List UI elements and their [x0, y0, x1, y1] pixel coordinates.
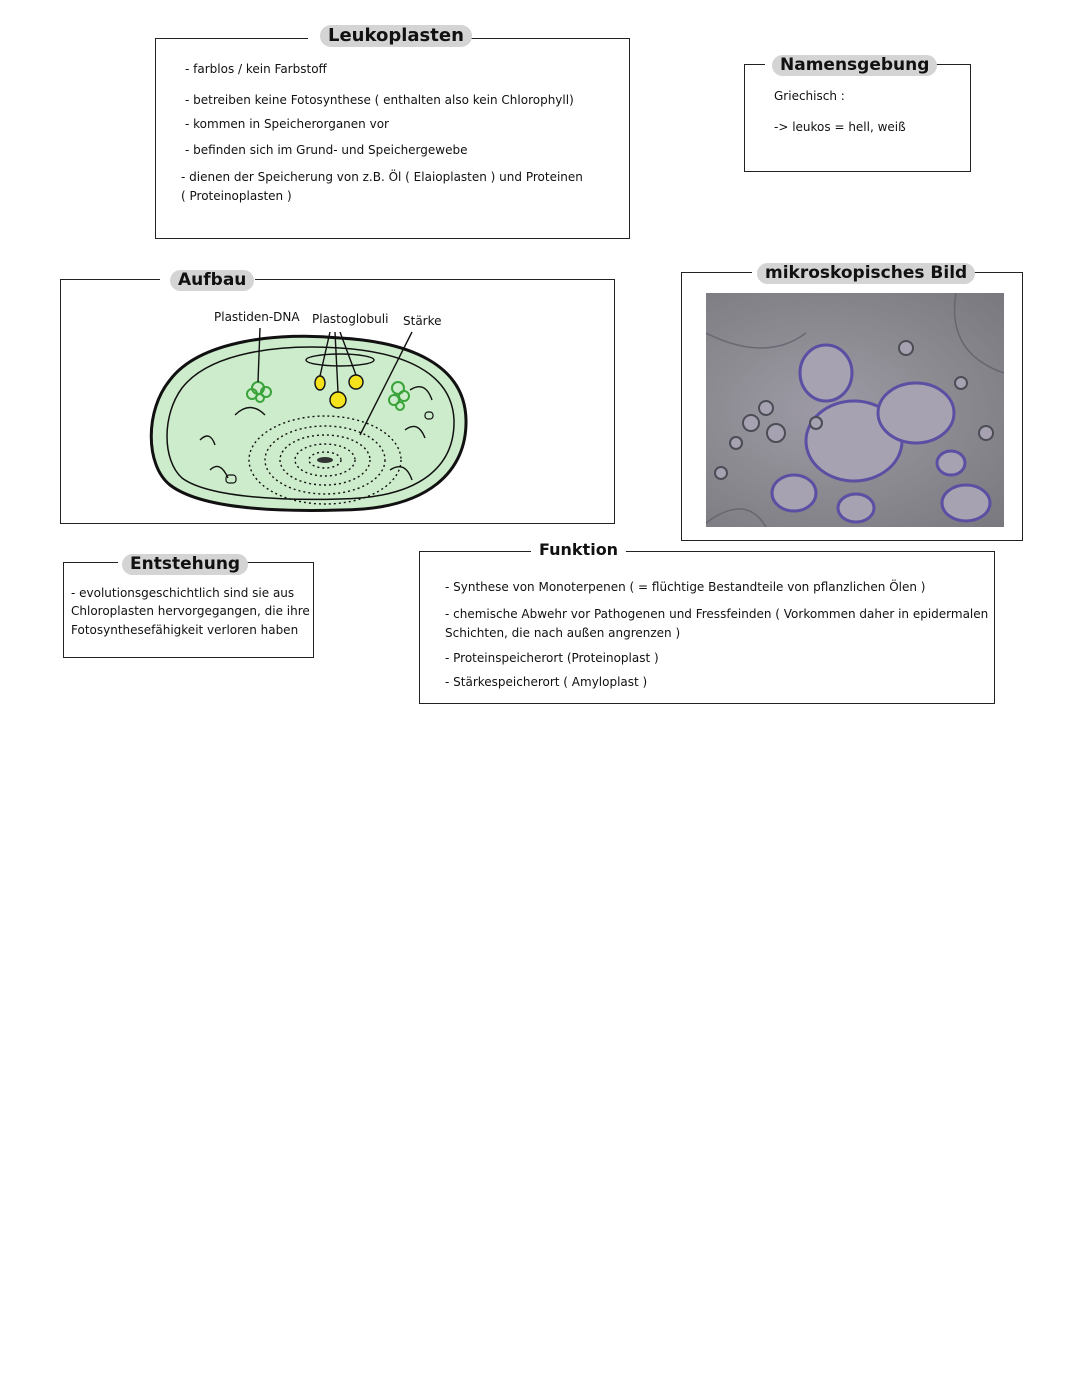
leukoplast-diagram — [140, 320, 480, 520]
funktion-line-5: - Stärkespeicherort ( Amyloplast ) — [445, 675, 648, 689]
funktion-title: Funktion — [531, 540, 626, 560]
plastoglobulus-2 — [330, 392, 346, 408]
plastoglobulus-1 — [315, 376, 325, 390]
leukoplasten-title: Leukoplasten — [320, 25, 472, 47]
plastoglobulus-3 — [349, 375, 363, 389]
leukoplasten-item-4: - befinden sich im Grund- und Speichergewebe — [185, 143, 468, 157]
mikroskop-title: mikroskopisches Bild — [757, 263, 975, 284]
funktion-line-3: Schichten, die nach außen angrenzen ) — [445, 626, 681, 640]
label-starke: Stärke — [403, 314, 442, 328]
entstehung-line-3: Fotosynthesefähigkeit verloren haben — [71, 623, 299, 637]
label-plastoglobuli: Plastoglobuli — [312, 312, 389, 326]
entstehung-title: Entstehung — [122, 554, 248, 575]
funktion-line-1: - Synthese von Monoterpenen ( = flüchtige Bestandteile von pflanzlichen Ölen ) — [445, 580, 926, 594]
leukoplasten-item-2: - betreiben keine Fotosynthese ( enthalten also kein Chlorophyll) — [185, 93, 574, 107]
label-plastiden-dna: Plastiden-DNA — [214, 310, 300, 324]
entstehung-line-1: - evolutionsgeschichtlich sind sie aus — [71, 586, 295, 600]
namensgebung-title: Namensgebung — [772, 55, 937, 76]
leukoplasten-item-1: - farblos / kein Farbstoff — [185, 62, 327, 76]
namensgebung-line-1: Griechisch : — [774, 89, 845, 103]
leukoplasten-item-6: ( Proteinoplasten ) — [181, 189, 292, 203]
entstehung-line-2: Chloroplasten hervorgegangen, die ihre — [71, 604, 310, 618]
funktion-line-2: - chemische Abwehr vor Pathogenen und Fressfeinden ( Vorkommen daher in epidermalen — [445, 607, 989, 621]
namensgebung-line-2: -> leukos = hell, weiß — [774, 120, 906, 134]
funktion-line-4: - Proteinspeicherort (Proteinoplast ) — [445, 651, 659, 665]
leukoplasten-item-3: - kommen in Speicherorganen vor — [185, 117, 389, 131]
micrograph-image — [706, 293, 1004, 527]
aufbau-title: Aufbau — [170, 270, 254, 291]
leukoplasten-item-5: - dienen der Speicherung von z.B. Öl ( Elaioplasten ) und Proteinen — [181, 170, 583, 184]
namensgebung-box — [744, 64, 971, 172]
